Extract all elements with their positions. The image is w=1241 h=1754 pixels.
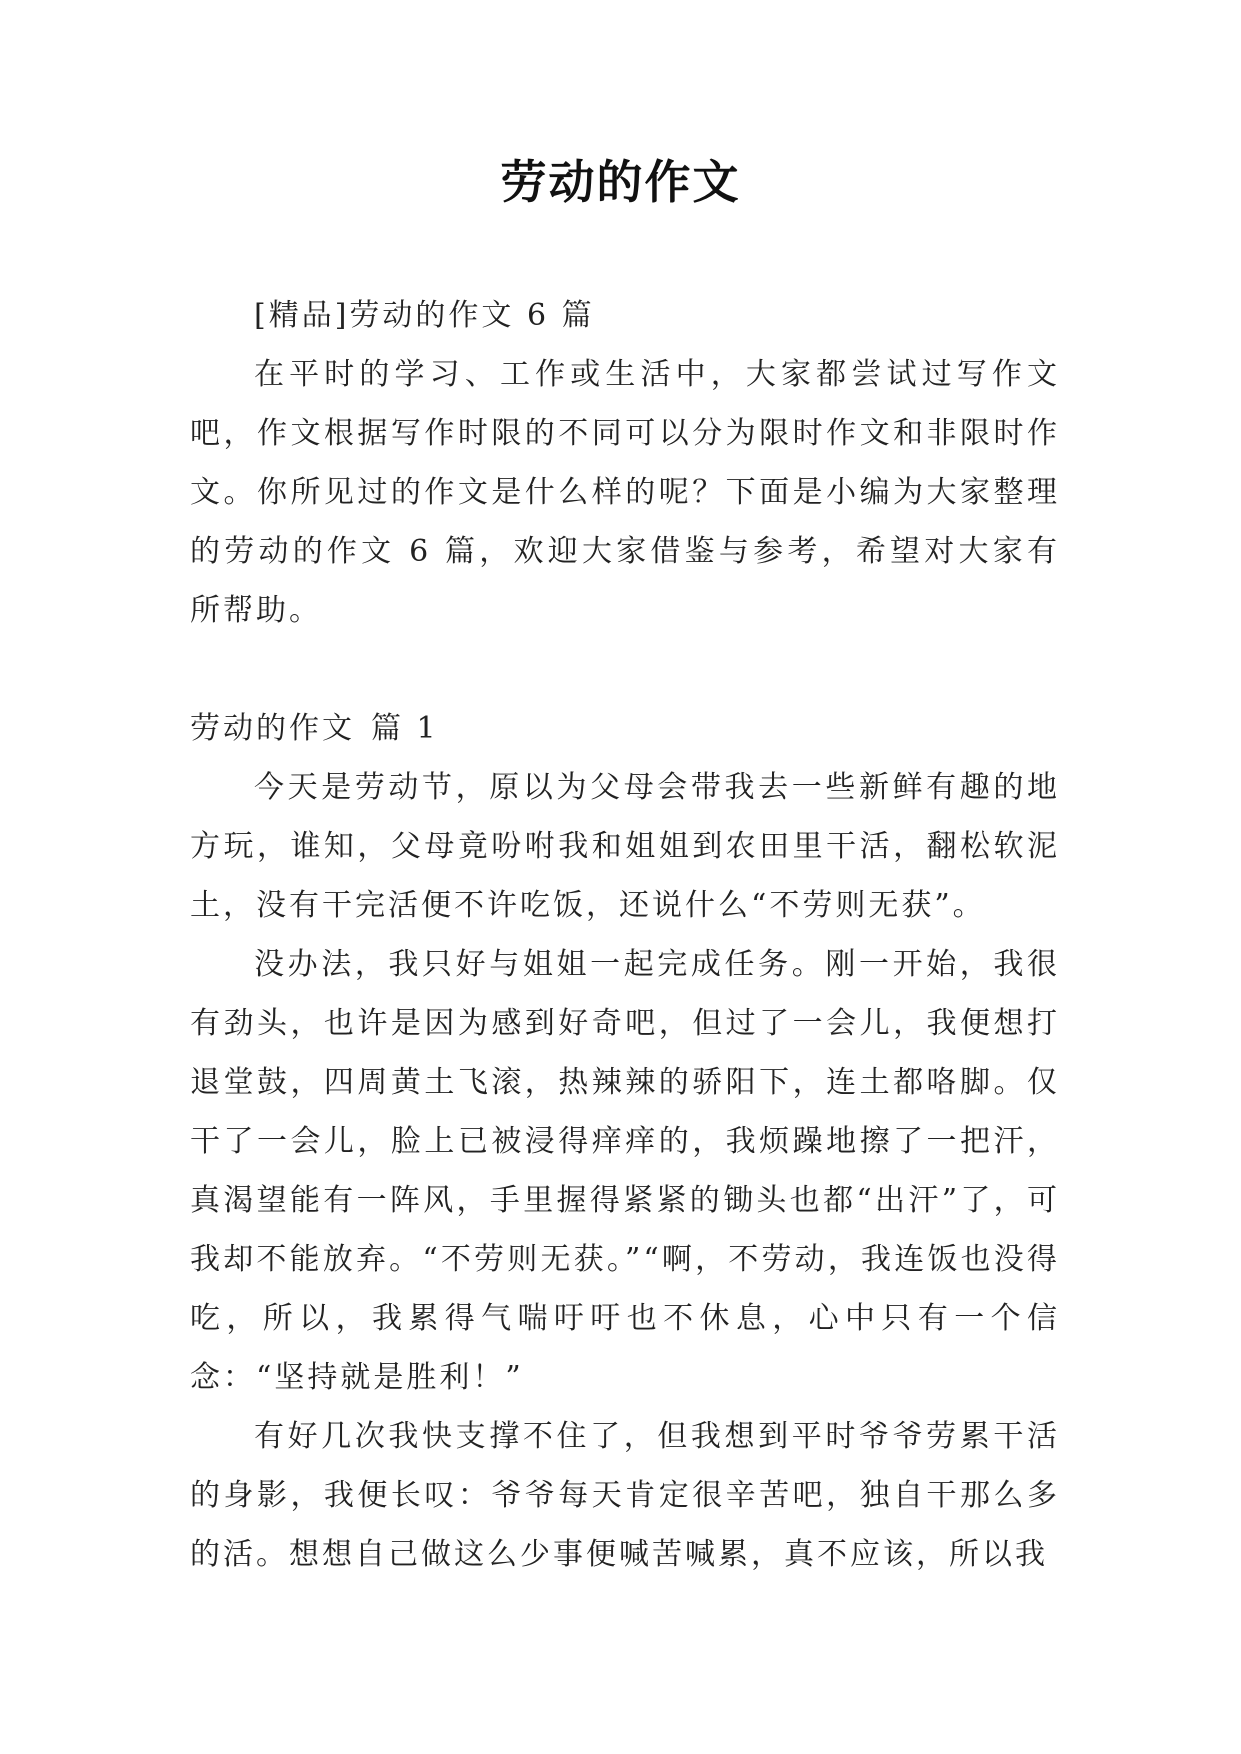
intro-paragraph: 在平时的学习、工作或生活中，大家都尝试过写作文吧，作文根据写作时限的不同可以分为限时作文和非限时作文。你所见过的作文是什么样的呢？下面是小编为大家整理的劳动的作文 6 篇，欢迎大家借鉴与参考，希望对大家有所帮助。 xyxy=(190,357,1060,628)
section-paragraph-2: 没办法，我只好与姐姐一起完成任务。刚一开始，我很有劲头，也许是因为感到好奇吧，但过了一会儿，我便想打退堂鼓，四周黄土飞滚，热辣辣的骄阳下，连土都咯脚。仅干了一会儿，脸上已被浸得痒痒的，我烦躁地擦了一把汗，真渴望能有一阵风，手里握得紧紧的锄头也都“出汗”了，可我却不能放弃。“不劳则无获。”“啊，不劳动，我连饭也没得吃，所以，我累得气喘吁吁也不休息，心中只有一个信念：“坚持就是胜利！” xyxy=(190,947,1060,1395)
section-paragraph-1: 今天是劳动节，原以为父母会带我去一些新鲜有趣的地方玩，谁知，父母竟吩咐我和姐姐到农田里干活，翻松软泥土，没有干完活便不许吃饭，还说什么“不劳则无获”。 xyxy=(190,770,1060,923)
intro-heading: [精品]劳动的作文 6 篇 xyxy=(254,298,595,333)
paragraph-gap xyxy=(190,640,1060,699)
section-paragraph-3: 有好几次我快支撑不住了，但我想到平时爷爷劳累干活的身影，我便长叹：爷爷每天肯定很辛苦吧，独自干那么多的活。想想自己做这么少事便喊苦喊累，真不应该，所以我 xyxy=(190,1419,1060,1572)
document-title: 劳动的作文 xyxy=(500,155,741,209)
document-body xyxy=(190,286,1060,1584)
section-heading-label: 篇 1 xyxy=(371,711,439,746)
section-heading xyxy=(190,699,1060,758)
section-heading-title: 劳动的作文 xyxy=(190,711,355,746)
